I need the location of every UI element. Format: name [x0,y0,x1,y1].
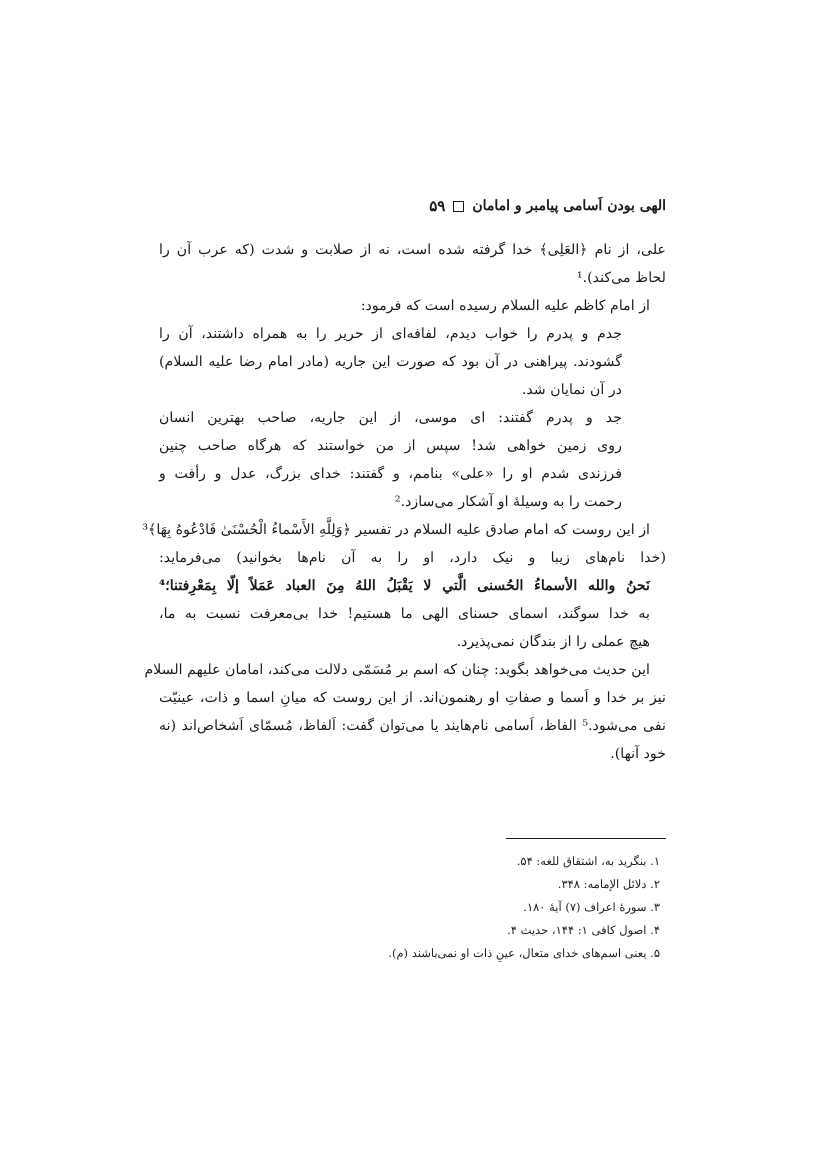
quote-line: جدم و پدرم را خواب دیدم، لفافه‌ای از حریر را به همراه داشتند، آن را [159,326,622,342]
footnote-item: ۳. سورهٔ اعراف (۷) آیهٔ ۱۸۰. [523,900,660,914]
page-number: ۵۹ [429,197,446,215]
quote-line: رحمت را به وسیلهٔ او آشکار می‌سازد.² [394,494,622,510]
quote-line: روی زمین خواهی شد! سپس از من خواستند که هرگاه صاحب چنین [159,438,622,454]
quote-line: گشودند. پیراهنی در آن بود که صورت این جاریه (مادر امام رضا علیه السلام) [159,354,622,370]
text-line: از امام کاظم علیه السلام رسیده است که فرمود: [360,298,650,314]
quote-line: فرزندی شدم او را «علی» بنامم، و گفتند: خدای بزرگ، عدل و رأفت و [159,466,622,482]
quote-line: در آن نمایان شد. [521,382,622,398]
text-line: خود آنها). [610,746,666,762]
header-title: الهی بودن اَسامی پیامبر و امامان [472,198,666,214]
text-line: از این روست که امام صادق علیه السلام در تفسیر ﴿وَلِلَّهِ الأَسْماءُ الْحُسْنَىٰ فَادْعُوهُ بِهَا﴾³ [142,522,650,538]
text-line: (خدا نام‌های زیبا و نیک دارد، او را به آن نام‌ها بخوانید) می‌فرماید: [159,550,666,566]
footnote-item: ۴. اصول کافی ۱: ۱۴۴، حدیث ۴. [507,923,660,937]
footnote-item: ۵. یعنی اسم‌های خدای متعال، عینِ ذات او نمی‌باشند (م). [388,946,660,960]
text-line: لحاظ می‌کند).¹ [576,270,666,286]
footnotes [159,850,666,965]
quote-line: جد و پدرم گفتند: ای موسی، از این جاریه، صاحب بهترین انسان [159,410,622,426]
text-line: این حدیث می‌خواهد بگوید: چنان که اسم بر مُسَمّی دلالت می‌کند، امامان علیهم السلام [144,662,650,678]
text-line: هیچ عملی را از بندگان نمی‌پذیرد. [456,634,650,650]
text-line: علی، از نام ﴿العَلِی﴾ خدا گرفته شده است، نه از صلابت و شدت (که عرب آن را [159,242,666,258]
main-text [142,236,666,768]
footnote-item: ۱. بنگرید به، اشتقاق للغه: ۵۴. [516,854,660,868]
header-square-icon [453,201,464,212]
footnote-divider [506,838,666,839]
footnote-item: ۲. دلائل الإمامه: ۳۴۸. [557,877,660,891]
text-line: نیز بر خدا و اَسما و صفاتِ او رهنمون‌اند. از این روست که میانِ اسما و ذات، عینیّت [159,690,666,706]
running-header [166,193,666,219]
text-line: نفی می‌شود.⁵ الفاظ، اَسامی نام‌هایند یا می‌توان گفت: اَلفاظ، مُسمّای اَشخاص‌اند (نه [159,718,666,734]
text-line: به خدا سوگند، اسمای حسنای الهی ما هستیم! خدا بی‌معرفت نسبت به ما، [159,606,650,622]
hadith-arabic-line: نَحنُ والله الأسماءُ الحُسنى الَّتي لا يَقْبَلُ اللهُ مِنَ العباد عَمَلاً إلّا بِمَعْرِفتنا؛⁴ [159,578,650,594]
